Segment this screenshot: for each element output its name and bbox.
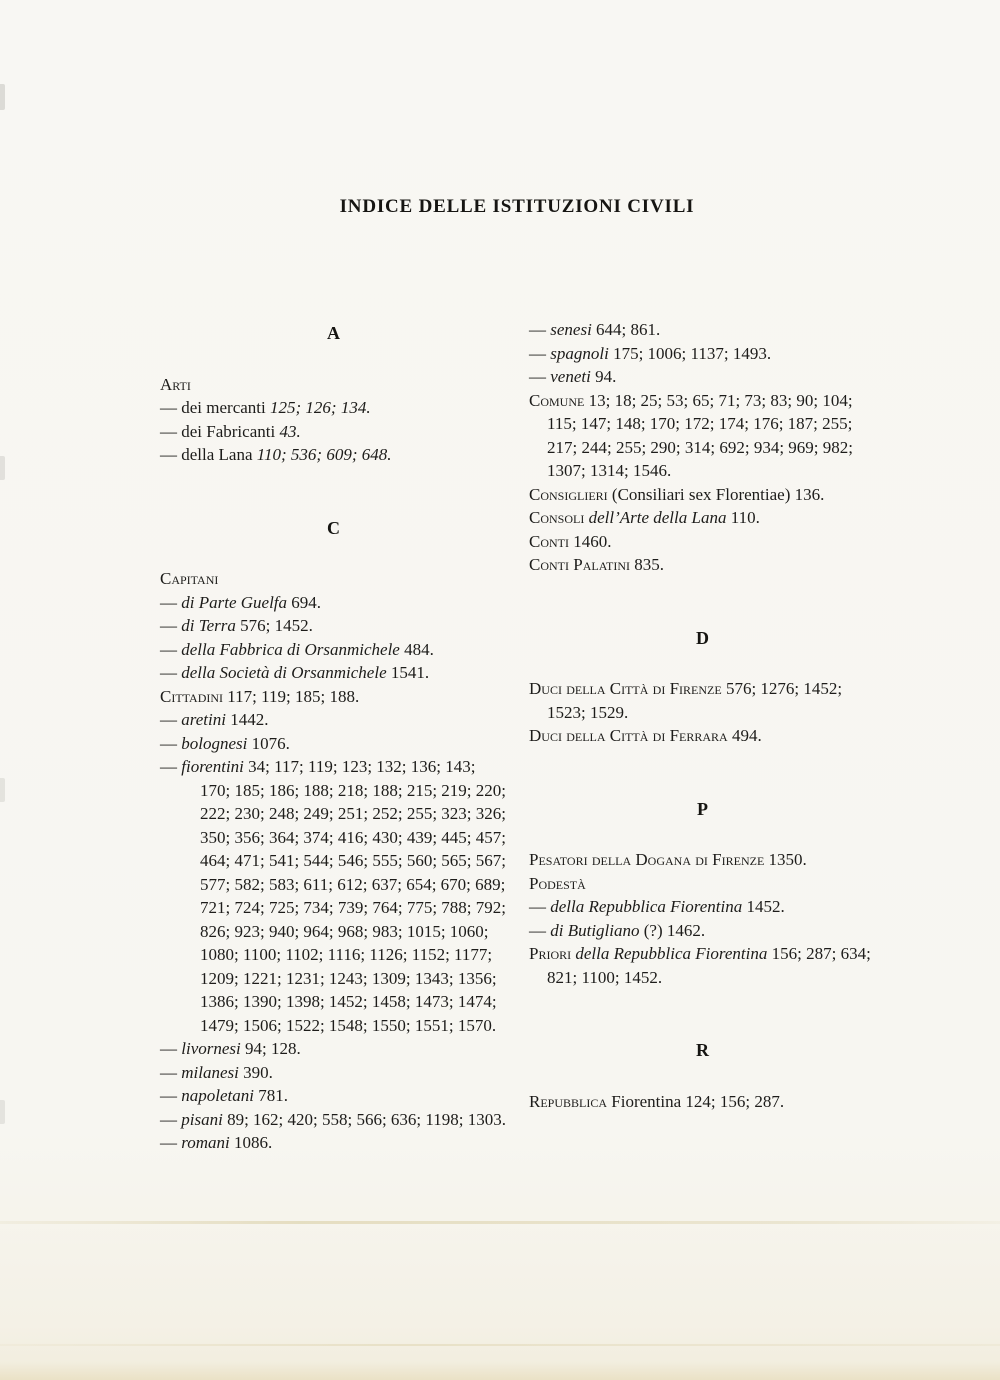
entry-segment: 117; 119; 185; 188. (223, 686, 360, 706)
entry-segment: 781. (253, 1086, 288, 1105)
entry-segment: (?) 1462. (639, 920, 706, 940)
index-entry (160, 396, 507, 420)
scan-bottom-tint (0, 1362, 1000, 1380)
index-entry (529, 848, 876, 872)
entry-segment: Consoli (529, 508, 585, 527)
entry-segment: di Terra (181, 616, 236, 635)
entry-segment: — (160, 1133, 182, 1152)
index-entry (529, 919, 876, 943)
index-entry (160, 443, 507, 467)
entry-segment: — della Lana (160, 445, 257, 464)
entry-segment: — (160, 592, 182, 612)
entry-segment: 175; 1006; 1137; 1493. (608, 343, 772, 363)
section-letter-c: C (327, 517, 340, 538)
index-entry (529, 942, 876, 989)
index-entry (160, 755, 507, 1037)
index-entry (160, 1131, 507, 1155)
scan-edge-mark (0, 84, 5, 110)
entry-segment: della Repubblica Fiorentina (550, 897, 743, 916)
entry-segment: 125; 126; 134. (270, 398, 371, 417)
entry-segment: 156; 287; 634; 821; 1100; 1452. (547, 944, 871, 987)
page-title: INDICE DELLE ISTITUZIONI CIVILI (339, 196, 695, 217)
index-entry (529, 389, 876, 483)
entry-segment: — (160, 733, 182, 753)
entry-segment: 1460. (569, 531, 612, 551)
entry-segment: 576; 1276; 1452; 1523; 1529. (547, 679, 843, 722)
index-entry (529, 530, 876, 554)
entry-segment: pisani (181, 1109, 223, 1129)
section-letter-a: A (327, 323, 340, 343)
entry-segment: Pesatori della Dogana di Firenze (529, 850, 765, 869)
entry-segment: 694. (287, 592, 322, 612)
index-entry (160, 420, 507, 444)
entry-segment: 1076. (247, 733, 290, 753)
entry-segment: Priori (529, 944, 572, 963)
entry-segment: 43. (279, 421, 301, 441)
scan-edge-mark (0, 456, 5, 480)
entry-segment: — dei Fabricanti (160, 421, 280, 441)
entry-segment: della Fabbrica di Orsanmichele (181, 639, 400, 659)
entry-segment: — (160, 639, 182, 659)
entry-segment: 94; 128. (240, 1039, 301, 1058)
entry-segment: — (529, 343, 551, 363)
entry-segment: — (160, 1086, 182, 1105)
entry-segment: 1452. (742, 897, 785, 916)
index-entry (529, 724, 876, 748)
index-entry (160, 732, 507, 756)
entry-segment: — (160, 663, 182, 682)
entry-segment: Duci della Città di Firenze (529, 679, 722, 698)
entry-segment: livornesi (181, 1039, 241, 1058)
entry-segment: — (160, 1109, 182, 1129)
index-entry (529, 506, 876, 530)
index-entry (529, 895, 876, 919)
index-entry (160, 614, 507, 638)
entry-segment: 89; 162; 420; 558; 566; 636; 1198; 1303. (222, 1109, 506, 1129)
section-letter-r: R (696, 1040, 709, 1060)
index-entry (529, 872, 876, 896)
scan-artifact-line (0, 1344, 1000, 1346)
entry-segment: Conti Palatini (529, 555, 631, 574)
scan-edge-mark (0, 778, 5, 802)
entry-segment: Fiorentina 124; 156; 287. (607, 1091, 785, 1111)
entry-segment: bolognesi (181, 733, 248, 753)
entry-segment: 835. (630, 555, 665, 574)
entry-segment: milanesi (181, 1062, 239, 1082)
entry-segment: 644; 861. (591, 320, 661, 339)
entry-segment: fiorentini (181, 757, 244, 776)
index-entry (160, 1084, 507, 1108)
entry-segment: romani (181, 1133, 230, 1152)
entry-segment: 13; 18; 25; 53; 65; 71; 73; 83; 90; 104; 115; 147; 148; 170; 172; 174; 176; 187; 255; 217; 244; 255; 290; 314; 692; 934; 969; 982; 1307; 1314; 1546. (547, 390, 854, 480)
entry-segment: 576; 1452. (235, 616, 313, 635)
entry-segment: — dei mercanti (160, 398, 270, 417)
index-entry (160, 1061, 507, 1085)
entry-segment: aretini (181, 710, 226, 729)
entry-segment: 1086. (229, 1133, 273, 1152)
entry-segment: della Repubblica Fiorentina (575, 944, 768, 963)
entry-segment: 390. (238, 1062, 273, 1082)
entry-segment: 484. (399, 639, 434, 659)
entry-segment: (Consiliari sex Florentiae) 136. (607, 484, 825, 504)
entry-segment: veneti (550, 367, 591, 386)
index-entry (529, 318, 876, 342)
entry-segment: 1442. (225, 710, 269, 729)
index-entry (160, 661, 507, 685)
entry-segment: — (529, 920, 551, 940)
entry-segment: 1350. (764, 850, 807, 869)
index-column-right (529, 318, 876, 1155)
scan-artifact-line (0, 1221, 1000, 1224)
index-entry (160, 591, 507, 615)
index-entry (529, 677, 876, 724)
entry-segment: di Parte Guelfa (181, 592, 288, 612)
index-entry (160, 638, 507, 662)
entry-segment: — (160, 757, 182, 776)
entry-segment: — (529, 897, 551, 916)
index-entry (529, 553, 876, 577)
index-entry (160, 1037, 507, 1061)
index-entry (529, 342, 876, 366)
entry-segment: — (160, 710, 182, 729)
entry-segment: Conti (529, 531, 569, 551)
section-letter-d: D (696, 627, 709, 648)
entry-segment: napoletani (181, 1086, 254, 1105)
section-letter-p: P (697, 798, 708, 819)
entry-segment: — (529, 320, 551, 339)
entry-segment: Arti (160, 374, 191, 394)
index-entry (529, 365, 876, 389)
index-entry (160, 373, 507, 397)
index-entry (160, 708, 507, 732)
entry-segment: Podestà (529, 873, 586, 893)
entry-segment: — (160, 1062, 182, 1082)
entry-segment: — (160, 616, 182, 635)
entry-segment: Capitani (160, 569, 219, 588)
entry-segment: 494. (727, 726, 762, 745)
entry-segment: di Butigliano (550, 920, 640, 940)
entry-segment: Cittadini (160, 686, 224, 706)
index-entry (529, 1090, 876, 1114)
entry-segment: Comune (529, 390, 585, 410)
scan-edge-mark (0, 1100, 5, 1124)
entry-segment: 94. (590, 367, 617, 386)
entry-segment: Consiglieri (529, 484, 608, 504)
entry-segment: Repubblica (529, 1091, 608, 1111)
entry-segment: 110; 536; 609; 648. (256, 445, 392, 464)
entry-segment: spagnoli (550, 343, 609, 363)
entry-segment: 110. (726, 508, 760, 527)
index-entry (160, 685, 507, 709)
index-columns (160, 318, 876, 1155)
entry-segment: dell’Arte della Lana (588, 508, 727, 527)
index-column-left (160, 318, 507, 1155)
index-entry (160, 567, 507, 591)
entry-segment: 1541. (386, 663, 430, 682)
entry-segment: Duci della Città di Ferrara (529, 726, 728, 745)
entry-segment: 34; 117; 119; 123; 132; 136; 143; 170; 185; 186; 188; 218; 188; 215; 219; 220; 222; 230; 248; 249; 251; 252; 255; 323; 326; 350; 356; 364; 374; 416; 430; 439; 445; 457; 464; 471; 541; 544; 546; 555; 560; 565; 567; 577; 582; 583; 611; 612; 637; 654; 670; 689; 721; 724; 725; 734; 739; 764; 775; 788; 792; 826; 923; 940; 964; 968; 983; 1015; 1060; 1080; 1100; 1102; 1116; 1126; 1152; 1177; 1209; 1221; 1231; 1243; 1309; 1343; 1356; 1386; 1390; 1398; 1452; 1458; 1473; 1474; 1479; 1506; 1522; 1548; 1550; 1551; 1570. (200, 757, 507, 1035)
entry-segment: senesi (550, 320, 592, 339)
index-entry (529, 483, 876, 507)
entry-segment: della Società di Orsanmichele (181, 663, 387, 682)
entry-segment: — (529, 367, 551, 386)
entry-segment: — (160, 1039, 182, 1058)
index-entry (160, 1108, 507, 1132)
